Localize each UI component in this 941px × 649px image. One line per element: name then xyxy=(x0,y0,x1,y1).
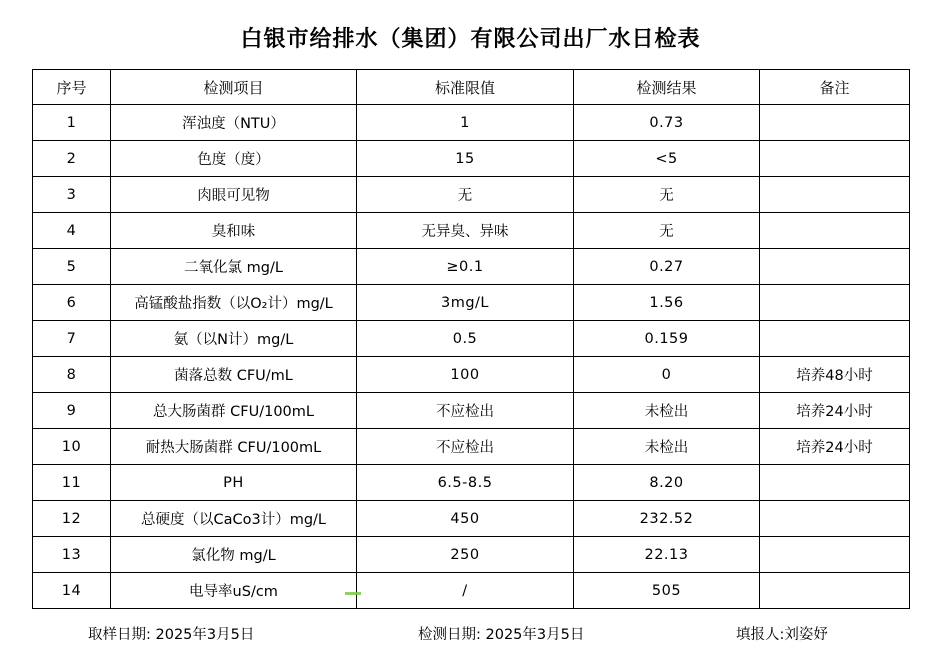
cell-note xyxy=(760,285,910,321)
cell-item: 肉眼可见物 xyxy=(111,177,357,213)
cell-result: 0 xyxy=(574,357,760,393)
cell-result: 1.56 xyxy=(574,285,760,321)
cell-item: 氯化物 mg/L xyxy=(111,537,357,573)
table-row xyxy=(33,177,910,213)
cell-standard: 无 xyxy=(357,177,574,213)
cell-result: 0.159 xyxy=(574,321,760,357)
table-row xyxy=(33,537,910,573)
cell-note xyxy=(760,213,910,249)
cell-item: 浑浊度（NTU） xyxy=(111,105,357,141)
cell-no: 14 xyxy=(33,573,111,609)
cell-result: 0.73 xyxy=(574,105,760,141)
cell-note: 培养48小时 xyxy=(760,357,910,393)
cell-standard: / xyxy=(357,573,574,609)
cell-no: 3 xyxy=(33,177,111,213)
water-quality-table xyxy=(32,69,910,609)
header-cell-item: 检测项目 xyxy=(111,70,357,105)
table-row xyxy=(33,285,910,321)
cell-standard: ≥0.1 xyxy=(357,249,574,285)
table-header-row xyxy=(33,70,910,105)
table-row xyxy=(33,105,910,141)
cell-result: <5 xyxy=(574,141,760,177)
table-row xyxy=(33,321,910,357)
cell-standard: 6.5-8.5 xyxy=(357,465,574,501)
cell-note xyxy=(760,537,910,573)
cell-item: 高锰酸盐指数（以O₂计）mg/L xyxy=(111,285,357,321)
cell-no: 11 xyxy=(33,465,111,501)
cell-item: 电导率uS/cm xyxy=(111,573,357,609)
cell-result: 无 xyxy=(574,213,760,249)
cell-note: 培养24小时 xyxy=(760,393,910,429)
cell-standard: 250 xyxy=(357,537,574,573)
cell-note xyxy=(760,321,910,357)
test-date: 检测日期: 2025年3月5日 xyxy=(418,627,585,643)
cell-result: 0.27 xyxy=(574,249,760,285)
header-cell-note: 备注 xyxy=(760,70,910,105)
cell-no: 13 xyxy=(33,537,111,573)
table-row xyxy=(33,249,910,285)
cell-item: 氨（以N计）mg/L xyxy=(111,321,357,357)
report-table-container xyxy=(0,69,941,609)
table-row xyxy=(33,429,910,465)
cell-no: 1 xyxy=(33,105,111,141)
cell-no: 10 xyxy=(33,429,111,465)
cell-result: 未检出 xyxy=(574,429,760,465)
cell-note xyxy=(760,141,910,177)
cell-standard: 不应检出 xyxy=(357,393,574,429)
cell-item: 耐热大肠菌群 CFU/100mL xyxy=(111,429,357,465)
cell-no: 8 xyxy=(33,357,111,393)
cell-item: 菌落总数 CFU/mL xyxy=(111,357,357,393)
cell-item: 二氧化氯 mg/L xyxy=(111,249,357,285)
cell-standard: 1 xyxy=(357,105,574,141)
cell-standard: 0.5 xyxy=(357,321,574,357)
highlight-mark xyxy=(345,592,361,595)
table-row xyxy=(33,465,910,501)
table-row xyxy=(33,573,910,609)
cell-no: 7 xyxy=(33,321,111,357)
cell-item: 总硬度（以CaCo3计）mg/L xyxy=(111,501,357,537)
cell-result: 无 xyxy=(574,177,760,213)
cell-note xyxy=(760,501,910,537)
sampling-date: 取样日期: 2025年3月5日 xyxy=(88,627,255,643)
table-row xyxy=(33,141,910,177)
table-row xyxy=(33,393,910,429)
cell-note xyxy=(760,177,910,213)
footer-row xyxy=(0,609,941,644)
cell-result: 8.20 xyxy=(574,465,760,501)
reporter-name: 填报人:刘姿妤 xyxy=(736,627,828,643)
header-cell-result: 检测结果 xyxy=(574,70,760,105)
cell-no: 9 xyxy=(33,393,111,429)
cell-item: PH xyxy=(111,465,357,501)
cell-note xyxy=(760,465,910,501)
cell-no: 2 xyxy=(33,141,111,177)
cell-note xyxy=(760,573,910,609)
cell-standard: 450 xyxy=(357,501,574,537)
cell-standard: 3mg/L xyxy=(357,285,574,321)
cell-item: 色度（度） xyxy=(111,141,357,177)
cell-no: 5 xyxy=(33,249,111,285)
cell-note xyxy=(760,249,910,285)
cell-item: 臭和味 xyxy=(111,213,357,249)
page-title: 白银市给排水（集团）有限公司出厂水日检表 xyxy=(240,27,701,52)
header-cell-no: 序号 xyxy=(33,70,111,105)
cell-no: 12 xyxy=(33,501,111,537)
table-row xyxy=(33,501,910,537)
table-row xyxy=(33,213,910,249)
cell-standard: 100 xyxy=(357,357,574,393)
cell-no: 6 xyxy=(33,285,111,321)
table-row xyxy=(33,357,910,393)
cell-standard: 无异臭、异味 xyxy=(357,213,574,249)
cell-item: 总大肠菌群 CFU/100mL xyxy=(111,393,357,429)
cell-standard: 不应检出 xyxy=(357,429,574,465)
cell-standard: 15 xyxy=(357,141,574,177)
cell-result: 505 xyxy=(574,573,760,609)
cell-note: 培养24小时 xyxy=(760,429,910,465)
cell-note xyxy=(760,105,910,141)
header-cell-standard: 标准限值 xyxy=(357,70,574,105)
cell-result: 未检出 xyxy=(574,393,760,429)
cell-result: 22.13 xyxy=(574,537,760,573)
cell-no: 4 xyxy=(33,213,111,249)
cell-result: 232.52 xyxy=(574,501,760,537)
